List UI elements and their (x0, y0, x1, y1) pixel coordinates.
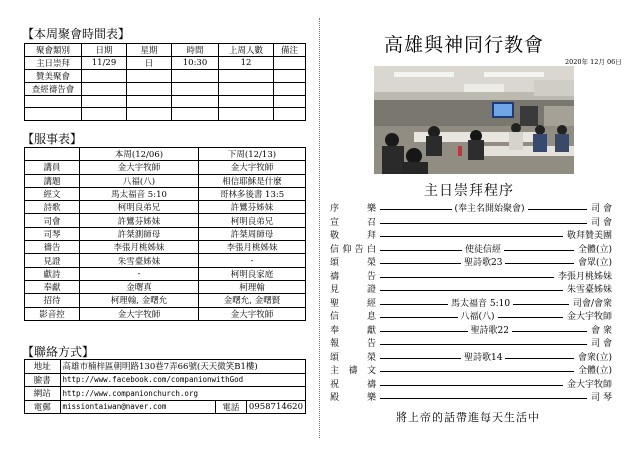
table-row (25, 227, 306, 240)
leader-line (380, 371, 574, 372)
program-item-body (378, 257, 612, 269)
program-item-label (330, 338, 376, 350)
label-char: 報 (330, 339, 340, 349)
label-char: 見 (330, 285, 340, 295)
program-item-leader: 會眾(立) (577, 258, 612, 268)
cell (219, 70, 274, 83)
attendance-header-row (25, 44, 306, 57)
program-item-leader: 司會/會衆 (572, 298, 612, 309)
duty-role: 講員 (25, 161, 80, 174)
duty-role: 司會 (25, 214, 80, 227)
program-item-label (330, 365, 376, 377)
leader-line (380, 277, 554, 278)
label-char: 榮 (366, 352, 376, 363)
cell (219, 96, 274, 108)
contact-table (24, 359, 306, 414)
duty-role: 禱告 (25, 241, 80, 254)
cell (274, 70, 306, 83)
bulletin-date: 2020年 12月 06日 (565, 58, 622, 66)
duty-person: 李張月桃姊妹 (199, 241, 306, 254)
duty-person: 金大宇牧師 (199, 307, 306, 320)
program-item-label (330, 244, 376, 256)
table-row (25, 187, 306, 200)
header-cell: 上周人數 (219, 44, 274, 57)
label-char: 敬 (330, 231, 340, 241)
program-item (330, 311, 612, 323)
cell: 11/29 (82, 57, 127, 70)
label-char: 禱 (366, 379, 376, 390)
duty-role: 見證 (25, 254, 80, 267)
program-item-content: 聖詩歌22 (468, 325, 512, 337)
label-char: 禱 (330, 271, 340, 282)
duty-person: 馬太福音 5:10 (80, 187, 199, 200)
duty-person: - (199, 254, 306, 267)
duty-role: 獻詩 (25, 267, 80, 280)
label-char: 獻 (366, 325, 376, 336)
table-row (25, 201, 306, 214)
cell (172, 70, 219, 83)
attendance-table (24, 43, 306, 121)
label-char: 祝 (330, 379, 340, 390)
duty-person: 哥林多後書 13:5 (199, 187, 306, 200)
label-char: 樂 (366, 204, 376, 214)
leader-line (380, 236, 563, 237)
cell (274, 57, 306, 70)
header-cell: 時間 (172, 44, 219, 57)
label-char: 白 (366, 244, 376, 255)
cell: 日 (127, 57, 172, 70)
cell (127, 70, 172, 83)
duty-person: 金曙真 (80, 280, 199, 293)
footer-verse: 將上帝的話帶進每天生活中 (396, 411, 540, 424)
contact-row-website (25, 387, 306, 401)
label-char: 拜 (366, 231, 376, 241)
table-row (25, 241, 306, 254)
duty-person: 許鸞芬姊妹 (80, 214, 199, 227)
label-char: 樂 (366, 393, 376, 403)
label-char: 召 (366, 217, 376, 228)
program-item (330, 217, 612, 229)
duty-person: 許桀周師母 (199, 227, 306, 240)
program-item-label (330, 392, 376, 404)
program-item-leader: 金大宇牧師 (566, 379, 612, 390)
program-item-body (378, 338, 612, 350)
program-item-body (378, 271, 612, 283)
program-item-leader: 司 會 (591, 217, 612, 228)
program-item-leader: 司 琴 (591, 393, 612, 403)
label-char: 息 (366, 312, 376, 322)
duty-person: 柯理翰, 金曙允 (80, 294, 199, 307)
program-item-body (378, 325, 612, 337)
leader-line (380, 223, 587, 224)
table-row (25, 108, 306, 120)
label-char: 禱 (348, 366, 358, 376)
program-item-leader: 司 會 (591, 204, 612, 214)
duty-table (24, 147, 306, 321)
contact-row-address (25, 360, 306, 374)
header-cell: 聚會類別 (25, 44, 82, 57)
program-item-label (330, 203, 376, 215)
table-row (25, 70, 306, 83)
congregation-photo (374, 66, 574, 174)
program-item-body (378, 311, 612, 323)
label-char: 告 (366, 271, 376, 282)
program-item-body (378, 284, 612, 296)
congregation-photo-drawing (374, 66, 574, 174)
cell (219, 83, 274, 96)
label-char: 證 (366, 285, 376, 295)
program-item-leader: 全體(立) (577, 244, 612, 255)
duty-person: 柯明良弟兄 (199, 214, 306, 227)
cell (274, 96, 306, 108)
program-item-body (378, 298, 612, 310)
cell (172, 83, 219, 96)
website-label: 網站 (25, 387, 61, 401)
program-item-leader: 司 會 (591, 339, 612, 349)
program-item-body (378, 203, 612, 215)
table-row (25, 294, 306, 307)
label-char: 主 (330, 366, 340, 376)
program-item-content: 聖詩歌23 (461, 257, 505, 269)
contact-title: 【聯絡方式】 (22, 345, 95, 359)
label-char: 宣 (330, 217, 340, 228)
program-item (330, 379, 612, 391)
phone-value: 0958714620 (246, 400, 305, 414)
phone-label: 電話 (215, 400, 246, 414)
cell: 10:30 (172, 57, 219, 70)
header-cell: 下周(12/13) (199, 148, 306, 161)
cell (82, 70, 127, 83)
program-item-content: 聖詩歌14 (461, 352, 505, 364)
program-item-content: 八福(八) (458, 311, 498, 323)
duty-role: 奉獻 (25, 280, 80, 293)
duty-role: 詩歌 (25, 201, 80, 214)
cell (172, 108, 219, 120)
program-item-body (378, 217, 612, 229)
program-item (330, 244, 612, 256)
cell (127, 83, 172, 96)
program-item-body (378, 379, 612, 391)
table-row (25, 174, 306, 187)
duty-title: 【服事表】 (22, 132, 83, 146)
table-row (25, 96, 306, 108)
label-char: 奉 (330, 325, 340, 336)
program-item-leader: 敬拜贊美團 (566, 231, 612, 241)
program-item (330, 352, 612, 364)
cell: 主日崇拜 (25, 57, 82, 70)
cell: 12 (219, 57, 274, 70)
table-row (25, 214, 306, 227)
duty-role: 招待 (25, 294, 80, 307)
facebook-label: 臉書 (25, 373, 61, 387)
program-item-body (378, 352, 612, 364)
email-link[interactable]: missiontaiwan@naver.com (60, 400, 215, 414)
duty-person: 許桀測師母 (80, 227, 199, 240)
duty-person: 許鸞芬姊妹 (199, 201, 306, 214)
program-item-content: 使徒信經 (462, 244, 504, 256)
program-item (330, 230, 612, 242)
label-char: 聖 (330, 298, 340, 309)
label-char: 頌 (330, 258, 340, 268)
header-cell: 備注 (274, 44, 306, 57)
program-item-leader: 會衆(立) (577, 352, 612, 363)
program-item (330, 257, 612, 269)
duty-role: 經文 (25, 187, 80, 200)
duty-person: 金大宇牧師 (80, 161, 199, 174)
church-name: 高雄與神同行教會 (384, 34, 545, 56)
program-item-content: 馬太福音 5:10 (448, 298, 513, 310)
program-item-label (330, 217, 376, 229)
label-char: 信 (330, 244, 340, 255)
duty-person: 李張月桃姊妹 (80, 241, 199, 254)
cell (82, 96, 127, 108)
program-item-body (378, 230, 612, 242)
program-item-label (330, 230, 376, 242)
program-item (330, 325, 612, 337)
cell (82, 83, 127, 96)
program-item-body (378, 392, 612, 404)
cell: 查經禱告會 (25, 83, 82, 96)
program-item-label (330, 379, 376, 391)
label-char: 序 (330, 204, 340, 214)
table-row (25, 57, 306, 70)
cell (274, 108, 306, 120)
duty-person: - (80, 267, 199, 280)
program-item-leader: 朱雪臺姊妹 (566, 285, 612, 295)
attendance-title: 【本周聚會時間表】 (22, 27, 131, 41)
program-item (330, 284, 612, 296)
table-row (25, 161, 306, 174)
label-char: 告 (354, 244, 364, 255)
program-item-leader: 會 衆 (591, 325, 612, 336)
table-row (25, 83, 306, 96)
program-item-label (330, 284, 376, 296)
leader-line (380, 385, 563, 386)
facebook-link[interactable]: http://www.facebook.com/companionwithGod (60, 373, 305, 387)
leader-line (380, 344, 587, 345)
duty-person: 金大宇牧師 (80, 307, 199, 320)
program-item (330, 365, 612, 377)
leader-line (380, 290, 563, 291)
label-char: 文 (366, 366, 376, 376)
address-label: 地址 (25, 360, 61, 374)
table-row (25, 254, 306, 267)
label-char: 頌 (330, 352, 340, 363)
program-item-label (330, 298, 376, 310)
table-row (25, 307, 306, 320)
label-char: 榮 (366, 258, 376, 268)
table-row (25, 280, 306, 293)
cell (127, 108, 172, 120)
program-item-content: (奉主名開始聚會) (452, 203, 528, 215)
cell (219, 108, 274, 120)
website-link[interactable]: http://www.companionchurch.org (60, 387, 305, 401)
label-char: 仰 (342, 244, 352, 255)
cell (172, 96, 219, 108)
header-cell: 本周(12/06) (80, 148, 199, 161)
program-item-body (378, 244, 612, 256)
duty-person: 柯明良家庭 (199, 267, 306, 280)
duty-role: 司琴 (25, 227, 80, 240)
label-char: 告 (366, 339, 376, 349)
program-item (330, 392, 612, 404)
header-cell: 星期 (127, 44, 172, 57)
program-item-leader: 李張月桃姊妹 (557, 271, 612, 282)
program-item-label (330, 325, 376, 337)
program-item-label (330, 271, 376, 283)
cell (25, 108, 82, 120)
duty-person: 八福(八) (80, 174, 199, 187)
program-item (330, 203, 612, 215)
contact-row-email (25, 400, 306, 414)
duty-header-row (25, 148, 306, 161)
cell: 贊美聚會 (25, 70, 82, 83)
program-item-leader: 全體(立) (577, 366, 612, 376)
email-label: 電郵 (25, 400, 61, 414)
duty-person: 柯理翰 (199, 280, 306, 293)
cell (274, 83, 306, 96)
contact-row-facebook (25, 373, 306, 387)
program-item (330, 338, 612, 350)
cell (127, 96, 172, 108)
cell (82, 108, 127, 120)
header-cell: 日期 (82, 44, 127, 57)
duty-person: 金大宇牧師 (199, 161, 306, 174)
duty-person: 金曙允, 金曙賢 (199, 294, 306, 307)
leader-line (380, 398, 587, 399)
label-char: 經 (366, 298, 376, 309)
table-row (25, 267, 306, 280)
program-item (330, 271, 612, 283)
column-divider (319, 18, 320, 438)
duty-person: 朱雪臺姊妹 (80, 254, 199, 267)
program-title: 主日崇拜程序 (424, 183, 514, 199)
label-char: 殿 (330, 393, 340, 403)
header-cell (25, 148, 80, 161)
program-item-leader: 金大宇牧師 (566, 312, 612, 322)
program-item-body (378, 365, 612, 377)
label-char: 信 (330, 312, 340, 322)
duty-person: 柯明良弟兄 (80, 201, 199, 214)
program-item (330, 298, 612, 310)
duty-role: 講題 (25, 174, 80, 187)
duty-role: 影音控 (25, 307, 80, 320)
program-item-label (330, 352, 376, 364)
cell (25, 96, 82, 108)
duty-person: 相信耶穌是什麼 (199, 174, 306, 187)
program-item-label (330, 257, 376, 269)
address-value: 高雄市楠梓區朝明路130巷7弄66號(天天微笑B1樓) (60, 360, 305, 374)
program-item-label (330, 311, 376, 323)
